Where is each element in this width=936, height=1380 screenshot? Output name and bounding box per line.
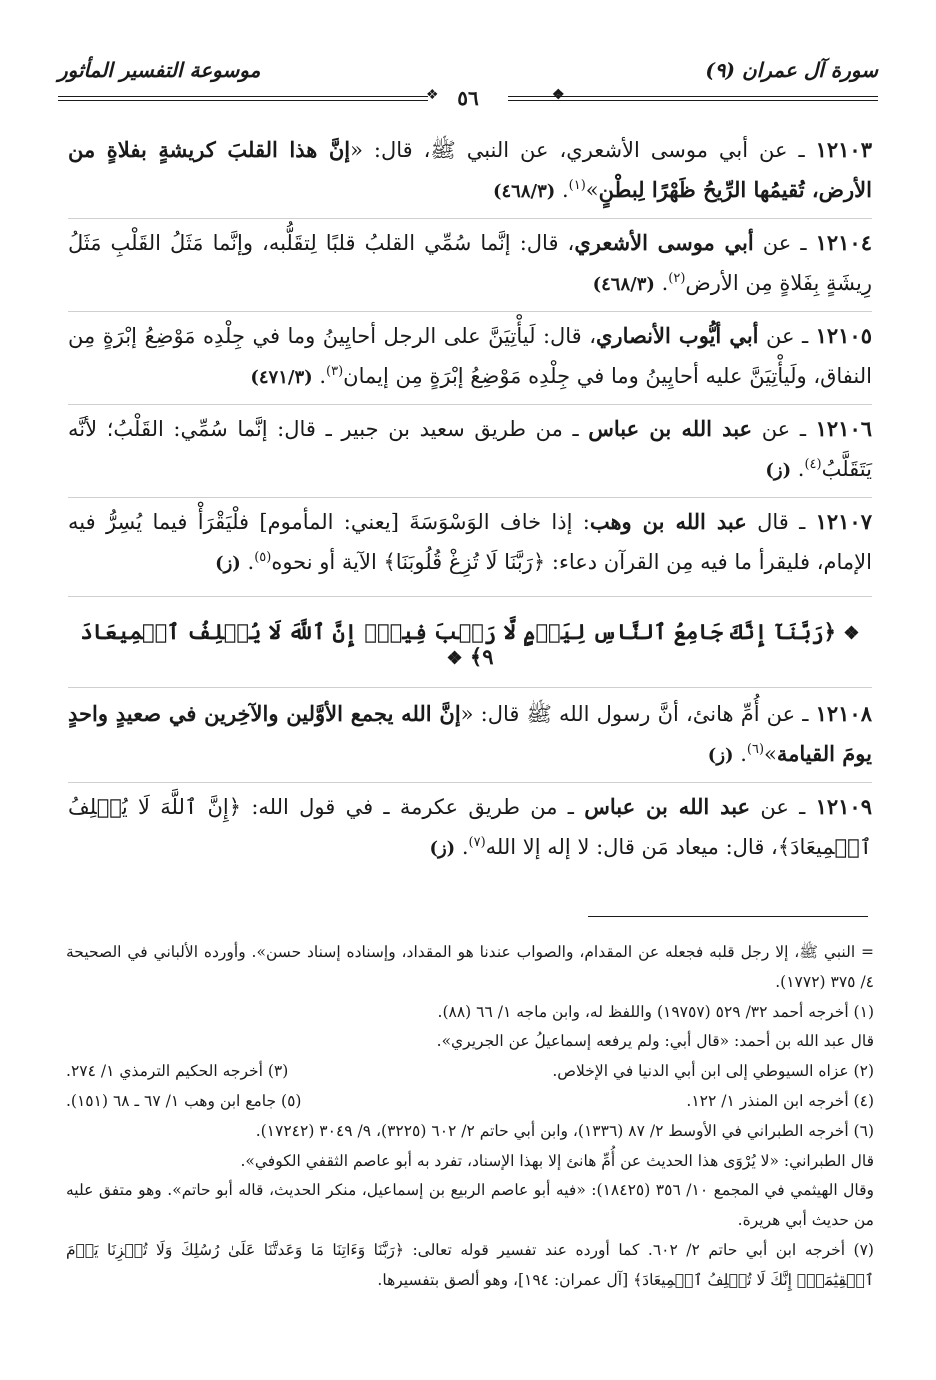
entry-tail: .: [240, 550, 255, 574]
entry-number: ١٢١٠٨: [815, 701, 872, 726]
entry-tail: .: [555, 178, 569, 202]
entry-tail: .: [654, 271, 669, 295]
entry-text: : إذا خاف الوَسْوَسَةَ [يعني: المأموم] فلْيَقْرَأْ فيما يُسِرُّ فيه الإمام، فليقرأ ما فيه مِن القرآن دعاء: ﴿رَبَّنَا لَا تُزِغْ قُلُوبَنَا﴾ الآية أو نحوه: [68, 510, 872, 574]
entry-bold-text: عبد الله بن وهب: [589, 509, 747, 534]
footnote-marker: (٤): [804, 457, 822, 472]
footnote-marker: (١): [568, 178, 586, 193]
footnote-1-note: قال عبد الله بن أحمد: «قال أبي: ولم يرفعه إسماعيلُ عن الجريري».: [436, 1032, 874, 1051]
entry-text: ـ عن: [750, 795, 816, 819]
entry-12105: [68, 311, 872, 404]
entry-number: ١٢١٠٣: [815, 137, 872, 162]
entry-bold-text: إنَّ هذا القلبَ كريشةٍ بفلاةٍ من الأرض، تُقيمُها الرِّيحُ ظَهْرًا لِبطْنٍ: [68, 137, 872, 202]
main-text: [68, 126, 872, 875]
header-rule-left: [58, 96, 428, 97]
footnote-1: (١) أخرجه أحمد ٣٢/ ٥٢٩ (١٩٧٥٧) واللفظ له، وابن ماجه ١/ ٦٦ (٨٨).: [437, 1002, 874, 1021]
entry-number: ١٢١٠٩: [815, 794, 872, 819]
entry-text: »: [764, 742, 777, 766]
entry-text: »: [585, 178, 599, 202]
footnotes: [66, 938, 874, 1296]
footnote-separator: [588, 916, 868, 917]
entry-text: ـ عن أبي موسى الأشعري، عن النبي ﷺ، قال: «: [350, 138, 816, 162]
entry-12109: [68, 782, 872, 875]
entry-reference: (٤٦٨/٣): [492, 181, 556, 202]
entry-reference: (ز): [765, 460, 792, 481]
entry-number: ١٢١٠٤: [815, 230, 872, 255]
ornament-icon: ❖: [552, 87, 565, 103]
entry-reference: (ز): [215, 553, 241, 574]
entry-reference: (٤٦٨/٣): [592, 274, 655, 295]
footnote-marker: (٥): [254, 550, 272, 565]
footnote-carryover: = النبي ﷺ، إلا رجل قلبه فجعله عن المقدام، والصواب عندنا هو المقداد، وإسناده إسناد حسن». وأورده الألباني في الصحيحة ٤/ ٣٧٥ (١٧٧٢).: [66, 943, 874, 991]
entry-text: ، قال: لَيأْتِيَنَّ على الرجل أحايِينُ وما في جِلْدِه مَوْضِعُ إبْرَةٍ مِن النفاق، ولَيأْتِيَنَّ عليه أحايِينُ وما في جِلْدِه مَوْضِعُ إبْرَةٍ مِن إيمان: [68, 324, 872, 388]
entry-number: ١٢١٠٥: [815, 323, 872, 348]
entry-text: ـ قال: [746, 510, 816, 534]
entry-12106: [68, 404, 872, 497]
entry-12104: [68, 218, 872, 311]
entry-text: ـ عن أُمِّ هانئ، أنَّ رسول الله ﷺ قال: «: [460, 702, 816, 726]
footnote-5: (٥) جامع ابن وهب ١/ ٦٧ ـ ٦٨ (١٥١).: [66, 1091, 302, 1110]
surah-title: سورة آل عمران (٩): [705, 58, 878, 82]
page-number: ٥٦: [457, 86, 479, 110]
footnote-marker: (٣): [326, 364, 344, 379]
quran-verse: [68, 596, 872, 688]
footnote-3: (٣) أخرجه الحكيم الترمذي ١/ ٢٧٤.: [66, 1062, 289, 1081]
footnote-marker: (٢): [668, 271, 686, 286]
footnote-7: (٧) أخرجه ابن أبي حاتم ٢/ ٦٠٢. كما أورده عند تفسير قوله تعالى: ﴿رَبَّنَا وَءَاتِنَا مَا وَعَدتَّنَا عَلَىٰ رُسُلِكَ وَلَا تُخۡزِنَا يَوۡمَ ٱلۡقِيَٰمَةِۖ إِنَّكَ لَا تُخۡلِفُ ٱلۡمِيعَادَ﴾ [آل عمران: ١٩٤]، وهو ألصق بتفسيرها.: [66, 1240, 874, 1289]
header-rule-left-thin: [58, 100, 428, 101]
entry-tail: .: [791, 457, 805, 481]
entry-text: ـ عن: [752, 417, 816, 441]
entry-number: ١٢١٠٦: [815, 416, 873, 441]
footnote-6: (٦) أخرجه الطبراني في الأوسط ٢/ ٨٧ (١٣٣٦)، وابن أبي حاتم ٢/ ٦٠٢ (٣٢٢٥)، ٩/ ٣٠٤٩ (١٧٢٤٢).: [255, 1121, 874, 1140]
entry-bold-text: أبي أيُّوب الأنصاري: [595, 323, 759, 348]
entry-reference: (ز): [707, 745, 734, 766]
entry-reference: (٤٧١/٣): [250, 367, 313, 388]
entry-bold-text: أبي موسى الأشعري: [574, 230, 754, 255]
footnote-6-note: قال الطبراني: «لا يُرْوَى هذا الحديث عن أُمِّ هانئ إلا بهذا الإسناد، تفرد به أبو عاصم الثقفي الكوفي».: [240, 1151, 874, 1170]
footnote-marker: (٦): [746, 742, 765, 757]
entry-text: ـ من طريق عكرمة ـ في قول الله: ﴿إِنَّ ٱللَّهَ لَا يُخۡلِفُ ٱلۡمِيعَادَ﴾، قال: ميعاد مَن قال: لا إله إلا الله: [68, 795, 872, 859]
footnote-row: [66, 1087, 874, 1117]
entry-tail: .: [733, 742, 747, 766]
entry-text: ـ عن: [758, 324, 816, 348]
ornament-icon: ❖: [843, 623, 860, 644]
entry-12107: [68, 497, 872, 590]
verse-text: ﴿رَبَّنَآ إِنَّكَ جَامِعُ ٱلنَّاسِ لِيَوۡمٍ لَّا رَيۡبَ فِيهِۚ إِنَّ ٱللَّهَ لَا يُخۡلِفُ ٱلۡمِيعَادَ ٩﴾: [80, 619, 836, 669]
entry-bold-text: عبد الله بن عباس: [588, 416, 753, 441]
entry-12108: [68, 690, 872, 782]
ornament-icon: ❖: [426, 87, 439, 103]
entry-bold-text: إنَّ الله يجمع الأوَّلين والآخِرين في صعيدٍ واحدٍ يومَ القيامة: [68, 701, 872, 766]
footnote-row: [66, 1057, 874, 1087]
footnote-4: (٤) أخرجه ابن المنذر ١/ ١٢٢.: [686, 1091, 874, 1110]
page-header: [58, 58, 878, 114]
entry-text: ـ عن: [753, 231, 816, 255]
footnote-6-note: وقال الهيثمي في المجمع ١٠/ ٣٥٦ (١٨٤٢٥): «فيه أبو عاصم الربيع بن إسماعيل، منكر الحديث، قاله أبو حاتم». وهو متفق عليه من حديث أبي هريرة.: [66, 1181, 875, 1230]
entry-number: ١٢١٠٧: [815, 509, 872, 534]
entry-tail: .: [312, 364, 326, 388]
entry-bold-text: عبد الله بن عباس: [584, 794, 751, 819]
book-title: موسوعة التفسير المأثور: [58, 58, 261, 82]
entry-text: ، قال: إنَّما سُمِّي القلبُ قلبًا لِتقَلُّبه، وإنَّما مَثَلُ القَلْبِ مَثَلُ رِيشَةٍ بِفَلاةٍ مِن الأرض: [68, 231, 872, 295]
entry-tail: .: [455, 835, 469, 859]
entry-12103: [68, 126, 872, 218]
footnote-marker: (٧): [468, 835, 486, 850]
entry-text: ـ من طريق سعيد بن جبير ـ قال: إنَّما سُمِّي: القَلْبُ؛ لأنَّه يَتَقَلَّبُ: [68, 417, 872, 481]
entry-reference: (ز): [429, 838, 456, 859]
ornament-icon: ❖: [446, 648, 463, 669]
footnote-2: (٢) عزاه السيوطي إلى ابن أبي الدنيا في الإخلاص.: [552, 1062, 874, 1081]
